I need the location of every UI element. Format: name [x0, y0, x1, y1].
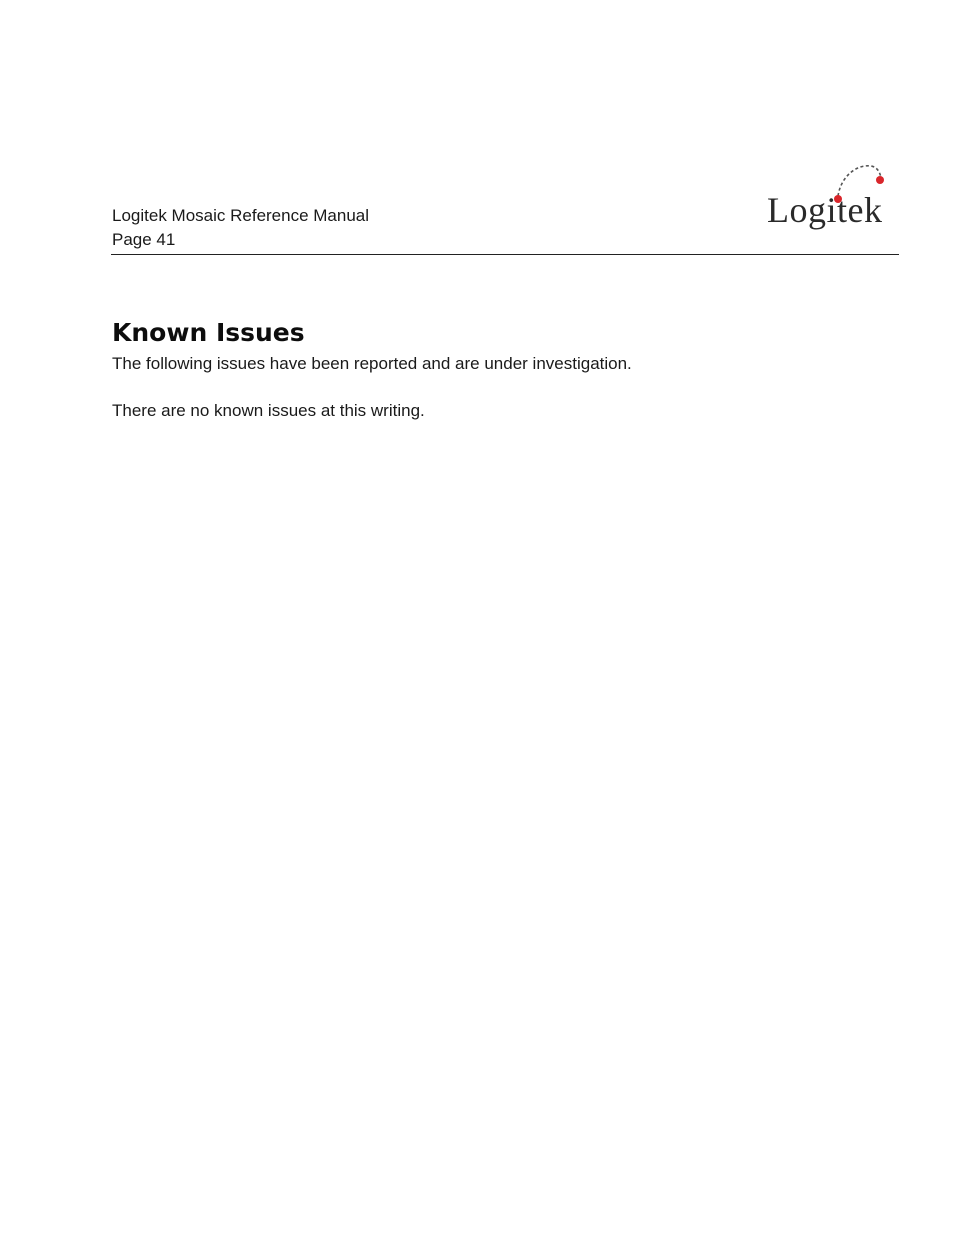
logitek-logo	[767, 158, 891, 236]
logo-dot-right	[876, 176, 884, 184]
main-content	[112, 316, 892, 423]
page-header	[111, 150, 899, 255]
manual-title: Logitek Mosaic Reference Manual	[112, 206, 370, 225]
section-title: Known Issues	[112, 318, 305, 347]
status-paragraph: There are no known issues at this writing.	[112, 401, 425, 420]
logo-wordmark: Logitek	[767, 190, 883, 230]
page-number: Page 41	[112, 230, 176, 249]
intro-paragraph: The following issues have been reported and are under investigation.	[112, 354, 632, 373]
header-text	[112, 204, 369, 252]
